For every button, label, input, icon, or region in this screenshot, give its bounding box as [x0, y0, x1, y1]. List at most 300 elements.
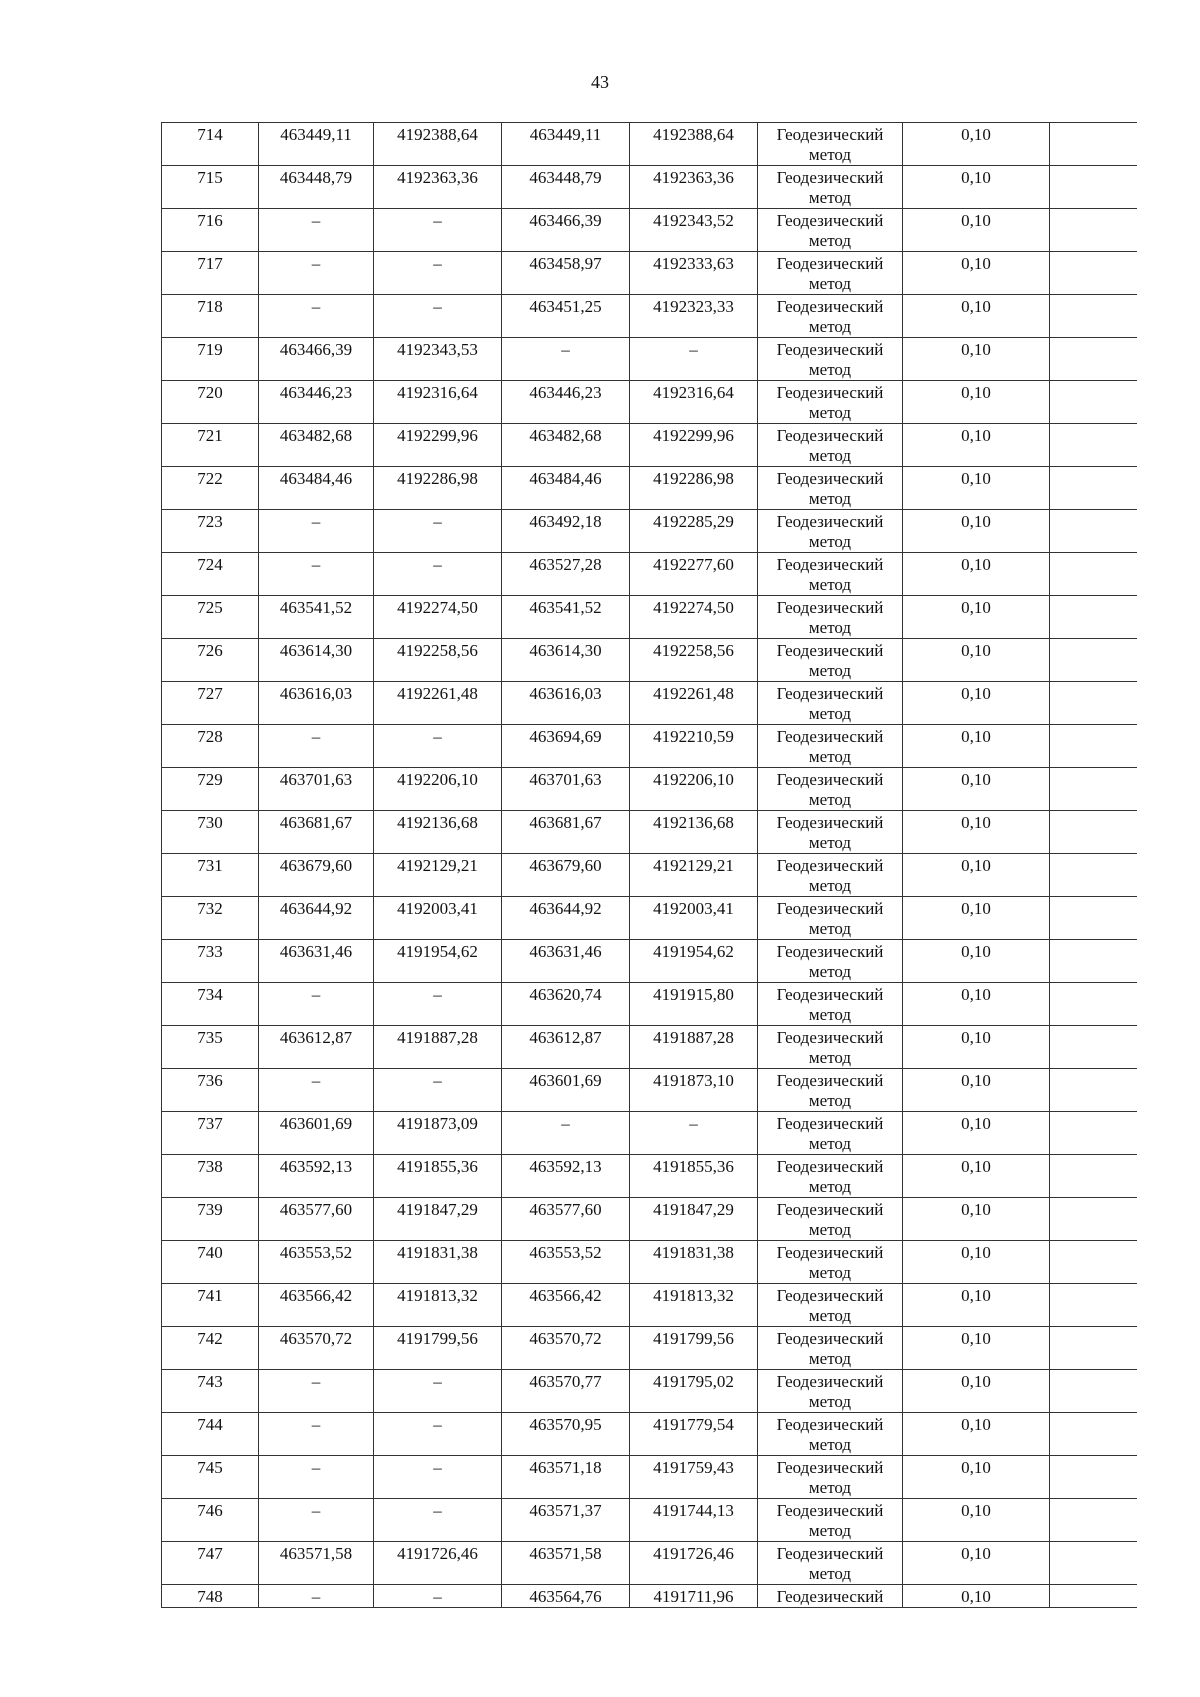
method-cell — [758, 897, 903, 940]
table-row — [162, 1026, 1137, 1069]
method-cell-text: Геодезический метод — [776, 512, 884, 551]
accuracy-cell-text: 0,10 — [961, 168, 991, 187]
existing-y-cell — [374, 1198, 502, 1241]
existing-x-cell-text: 463614,30 — [279, 641, 353, 660]
new-x-cell-text: 463564,76 — [529, 1587, 602, 1606]
existing-y-cell-text: 4192316,64 — [397, 383, 478, 402]
point-number-cell — [162, 1327, 259, 1370]
existing-x-cell-text: 463482,68 — [279, 426, 353, 445]
existing-y-cell — [374, 1542, 502, 1585]
method-cell — [758, 381, 903, 424]
accuracy-cell-text: 0,10 — [961, 856, 991, 875]
extra-cell — [1050, 1026, 1137, 1069]
extra-cell — [1050, 252, 1137, 295]
existing-x-cell — [259, 1155, 374, 1198]
accuracy-cell-text: 0,10 — [961, 469, 991, 488]
existing-x-cell — [259, 596, 374, 639]
existing-x-cell — [259, 811, 374, 854]
existing-x-cell — [259, 338, 374, 381]
method-cell-text: Геодезический метод — [776, 1071, 884, 1110]
extra-cell — [1050, 338, 1137, 381]
new-y-cell — [630, 768, 758, 811]
existing-y-cell-text: 4192343,53 — [397, 340, 478, 359]
new-x-cell — [502, 682, 630, 725]
new-x-cell-text: 463701,63 — [529, 770, 602, 789]
point-number-cell — [162, 338, 259, 381]
point-number-cell — [162, 682, 259, 725]
table-row — [162, 940, 1137, 983]
extra-cell — [1050, 1112, 1137, 1155]
existing-x-cell-text: – — [311, 1501, 321, 1520]
accuracy-cell-text: 0,10 — [961, 512, 991, 531]
method-cell — [758, 940, 903, 983]
existing-x-cell — [259, 424, 374, 467]
new-x-cell — [502, 639, 630, 682]
accuracy-cell — [903, 596, 1050, 639]
new-x-cell-text: 463614,30 — [529, 641, 602, 660]
point-number-cell-text: 717 — [197, 254, 223, 273]
existing-x-cell-text: – — [311, 512, 321, 531]
existing-x-cell-text: 463571,58 — [279, 1544, 353, 1563]
extra-cell-text — [1050, 1585, 1137, 1587]
accuracy-cell — [903, 1327, 1050, 1370]
accuracy-cell — [903, 983, 1050, 1026]
existing-y-cell — [374, 725, 502, 768]
existing-y-cell-text: 4192388,64 — [397, 125, 478, 144]
extra-cell — [1050, 682, 1137, 725]
table-row — [162, 381, 1137, 424]
method-cell — [758, 1241, 903, 1284]
new-y-cell-text: 4192323,33 — [653, 297, 734, 316]
accuracy-cell-text: 0,10 — [961, 1286, 991, 1305]
existing-x-cell-text: – — [311, 1071, 321, 1090]
accuracy-cell-text: 0,10 — [961, 426, 991, 445]
existing-y-cell-text: 4192136,68 — [397, 813, 478, 832]
new-y-cell-text: 4191915,80 — [653, 985, 734, 1004]
new-y-cell — [630, 1155, 758, 1198]
extra-cell — [1050, 166, 1137, 209]
accuracy-cell — [903, 381, 1050, 424]
new-x-cell — [502, 1198, 630, 1241]
point-number-cell-text: 748 — [197, 1587, 223, 1606]
existing-y-cell — [374, 1241, 502, 1284]
new-y-cell-text: 4191855,36 — [653, 1157, 734, 1176]
table-row — [162, 553, 1137, 596]
table-row — [162, 1370, 1137, 1413]
extra-cell-text — [1050, 983, 1137, 985]
point-number-cell-text: 735 — [197, 1028, 223, 1047]
existing-y-cell — [374, 252, 502, 295]
existing-x-cell — [259, 983, 374, 1026]
new-y-cell-text: 4191711,96 — [653, 1587, 734, 1606]
method-cell-text: Геодезический метод — [776, 383, 884, 422]
point-number-cell — [162, 1198, 259, 1241]
new-y-cell — [630, 639, 758, 682]
existing-y-cell — [374, 209, 502, 252]
existing-x-cell-text: 463679,60 — [279, 856, 353, 875]
extra-cell — [1050, 1413, 1137, 1456]
new-y-cell — [630, 897, 758, 940]
new-y-cell — [630, 510, 758, 553]
new-x-cell-text: 463466,39 — [529, 211, 602, 230]
accuracy-cell-text: 0,10 — [961, 1200, 991, 1219]
existing-y-cell-text: 4192274,50 — [397, 598, 478, 617]
new-x-cell-text: 463681,67 — [529, 813, 602, 832]
table-row — [162, 1069, 1137, 1112]
extra-cell-text — [1050, 338, 1137, 340]
table-row — [162, 1284, 1137, 1327]
existing-y-cell-text: 4191855,36 — [397, 1157, 478, 1176]
page-number: 43 — [591, 72, 609, 92]
existing-x-cell — [259, 252, 374, 295]
method-cell — [758, 725, 903, 768]
point-number-cell-text: 730 — [197, 813, 223, 832]
existing-x-cell-text: – — [311, 297, 321, 316]
existing-y-cell — [374, 295, 502, 338]
new-y-cell-text: 4192003,41 — [653, 899, 734, 918]
existing-y-cell — [374, 1026, 502, 1069]
accuracy-cell — [903, 338, 1050, 381]
new-x-cell — [502, 166, 630, 209]
new-x-cell — [502, 983, 630, 1026]
existing-x-cell-text: 463631,46 — [279, 942, 353, 961]
new-x-cell-text: – — [561, 1114, 570, 1133]
existing-y-cell-text: – — [433, 512, 442, 531]
point-number-cell — [162, 1241, 259, 1284]
table-row — [162, 1241, 1137, 1284]
existing-y-cell-text: – — [433, 555, 442, 574]
accuracy-cell-text: 0,10 — [961, 684, 991, 703]
method-cell-text: Геодезический метод — [776, 1372, 884, 1411]
new-x-cell-text: 463527,28 — [529, 555, 602, 574]
point-number-cell — [162, 897, 259, 940]
existing-y-cell-text: 4191873,09 — [397, 1114, 478, 1133]
new-x-cell — [502, 1026, 630, 1069]
extra-cell-text — [1050, 1499, 1137, 1501]
existing-x-cell — [259, 940, 374, 983]
new-y-cell-text: 4192129,21 — [653, 856, 734, 875]
point-number-cell — [162, 811, 259, 854]
extra-cell-text — [1050, 467, 1137, 469]
method-cell — [758, 1112, 903, 1155]
existing-x-cell — [259, 768, 374, 811]
point-number-cell-text: 732 — [197, 899, 223, 918]
existing-x-cell-text: – — [311, 254, 321, 273]
accuracy-cell — [903, 1542, 1050, 1585]
extra-cell-text — [1050, 1327, 1137, 1329]
point-number-cell — [162, 1112, 259, 1155]
point-number-cell — [162, 725, 259, 768]
new-x-cell-text: 463679,60 — [529, 856, 602, 875]
table-row — [162, 338, 1137, 381]
table-row — [162, 252, 1137, 295]
table-row — [162, 1413, 1137, 1456]
existing-x-cell-text: 463570,72 — [279, 1329, 353, 1348]
new-y-cell — [630, 940, 758, 983]
point-number-cell-text: 726 — [197, 641, 223, 660]
existing-y-cell — [374, 1456, 502, 1499]
extra-cell — [1050, 983, 1137, 1026]
method-cell-text: Геодезический метод — [776, 899, 884, 938]
extra-cell-text — [1050, 1069, 1137, 1071]
new-y-cell-text: 4192363,36 — [653, 168, 734, 187]
extra-cell-text — [1050, 854, 1137, 856]
new-x-cell-text: 463601,69 — [529, 1071, 602, 1090]
existing-y-cell-text: 4192299,96 — [397, 426, 478, 445]
existing-y-cell-text: – — [433, 211, 442, 230]
extra-cell — [1050, 1241, 1137, 1284]
existing-x-cell-text: 463601,69 — [279, 1114, 353, 1133]
existing-y-cell-text: 4192003,41 — [397, 899, 478, 918]
point-number-cell-text: 725 — [197, 598, 223, 617]
existing-y-cell-text: 4192129,21 — [397, 856, 478, 875]
extra-cell-text — [1050, 295, 1137, 297]
extra-cell-text — [1050, 166, 1137, 168]
existing-x-cell-text: – — [311, 211, 321, 230]
new-x-cell-text: 463492,18 — [529, 512, 602, 531]
existing-x-cell-text: 463553,52 — [279, 1243, 353, 1262]
point-number-cell — [162, 768, 259, 811]
method-cell-text: Геодезический метод — [776, 297, 884, 336]
existing-y-cell-text: 4192363,36 — [397, 168, 478, 187]
table-row — [162, 1456, 1137, 1499]
point-number-cell — [162, 1370, 259, 1413]
accuracy-cell-text: 0,10 — [961, 340, 991, 359]
method-cell-text: Геодезический метод — [776, 1200, 884, 1239]
accuracy-cell-text: 0,10 — [961, 1544, 991, 1563]
method-cell — [758, 1026, 903, 1069]
extra-cell-text — [1050, 123, 1137, 125]
existing-y-cell — [374, 553, 502, 596]
accuracy-cell — [903, 424, 1050, 467]
existing-y-cell — [374, 811, 502, 854]
point-number-cell-text: 746 — [197, 1501, 223, 1520]
new-y-cell — [630, 467, 758, 510]
method-cell-text: Геодезический метод — [776, 211, 884, 250]
new-y-cell-text: 4191873,10 — [653, 1071, 734, 1090]
accuracy-cell — [903, 854, 1050, 897]
new-x-cell — [502, 1413, 630, 1456]
accuracy-cell — [903, 1198, 1050, 1241]
new-y-cell — [630, 1026, 758, 1069]
new-x-cell — [502, 338, 630, 381]
point-number-cell — [162, 1585, 259, 1608]
existing-y-cell-text: 4191831,38 — [397, 1243, 478, 1262]
extra-cell-text — [1050, 1198, 1137, 1200]
extra-cell — [1050, 811, 1137, 854]
new-x-cell — [502, 897, 630, 940]
new-y-cell-text: 4191887,28 — [653, 1028, 734, 1047]
method-cell-text: Геодезический метод — [776, 1114, 884, 1153]
extra-cell — [1050, 510, 1137, 553]
method-cell — [758, 811, 903, 854]
existing-y-cell-text: – — [433, 1587, 442, 1606]
accuracy-cell — [903, 1284, 1050, 1327]
new-x-cell-text: 463612,87 — [529, 1028, 602, 1047]
new-x-cell — [502, 510, 630, 553]
new-x-cell — [502, 1155, 630, 1198]
existing-y-cell — [374, 1413, 502, 1456]
new-y-cell-text: 4191813,32 — [653, 1286, 734, 1305]
existing-x-cell-text: 463566,42 — [279, 1286, 353, 1305]
extra-cell-text — [1050, 1112, 1137, 1114]
method-cell — [758, 252, 903, 295]
accuracy-cell-text: 0,10 — [961, 211, 991, 230]
extra-cell-text — [1050, 1155, 1137, 1157]
point-number-cell-text: 743 — [197, 1372, 223, 1391]
table-row — [162, 1155, 1137, 1198]
point-number-cell — [162, 424, 259, 467]
new-x-cell — [502, 854, 630, 897]
existing-x-cell-text: 463577,60 — [279, 1200, 353, 1219]
new-y-cell-text: 4192343,52 — [653, 211, 734, 230]
existing-x-cell — [259, 1542, 374, 1585]
table-row — [162, 1585, 1137, 1608]
accuracy-cell-text: 0,10 — [961, 942, 991, 961]
new-y-cell-text: 4192136,68 — [653, 813, 734, 832]
existing-x-cell — [259, 1026, 374, 1069]
point-number-cell — [162, 1284, 259, 1327]
new-y-cell — [630, 1198, 758, 1241]
extra-cell-text — [1050, 725, 1137, 727]
existing-y-cell — [374, 768, 502, 811]
new-y-cell — [630, 424, 758, 467]
new-y-cell-text: 4191759,43 — [653, 1458, 734, 1477]
accuracy-cell-text: 0,10 — [961, 899, 991, 918]
existing-x-cell-text: 463612,87 — [279, 1028, 353, 1047]
existing-x-cell-text: – — [311, 1372, 321, 1391]
table-row — [162, 725, 1137, 768]
new-y-cell-text: 4192316,64 — [653, 383, 734, 402]
accuracy-cell — [903, 811, 1050, 854]
method-cell-text: Геодезический метод — [776, 942, 884, 981]
existing-x-cell — [259, 1069, 374, 1112]
accuracy-cell — [903, 1413, 1050, 1456]
new-x-cell — [502, 811, 630, 854]
extra-cell — [1050, 854, 1137, 897]
existing-x-cell — [259, 1370, 374, 1413]
existing-x-cell — [259, 553, 374, 596]
existing-y-cell-text: – — [433, 1372, 442, 1391]
existing-x-cell-text: 463448,79 — [279, 168, 353, 187]
method-cell — [758, 553, 903, 596]
extra-cell — [1050, 897, 1137, 940]
extra-cell-text — [1050, 424, 1137, 426]
new-x-cell — [502, 1585, 630, 1608]
accuracy-cell — [903, 940, 1050, 983]
method-cell-text: Геодезический метод — [776, 125, 884, 164]
method-cell-text: Геодезический метод — [776, 1415, 884, 1454]
table-row — [162, 467, 1137, 510]
method-cell-text: Геодезический метод — [776, 985, 884, 1024]
accuracy-cell-text: 0,10 — [961, 254, 991, 273]
existing-x-cell — [259, 1112, 374, 1155]
new-y-cell-text: 4192258,56 — [653, 641, 734, 660]
existing-x-cell — [259, 639, 374, 682]
existing-y-cell — [374, 1327, 502, 1370]
existing-y-cell — [374, 983, 502, 1026]
method-cell-text: Геодезический метод — [776, 340, 884, 379]
method-cell — [758, 854, 903, 897]
method-cell-text: Геодезический метод — [776, 168, 884, 207]
point-number-cell-text: 739 — [197, 1200, 223, 1219]
accuracy-cell — [903, 1026, 1050, 1069]
new-x-cell-text: 463458,97 — [529, 254, 602, 273]
table-row — [162, 1327, 1137, 1370]
new-y-cell-text: 4192274,50 — [653, 598, 734, 617]
extra-cell — [1050, 381, 1137, 424]
method-cell-text: Геодезический метод — [776, 684, 884, 723]
new-x-cell — [502, 940, 630, 983]
extra-cell — [1050, 1542, 1137, 1585]
accuracy-cell — [903, 1241, 1050, 1284]
point-number-cell-text: 738 — [197, 1157, 223, 1176]
existing-y-cell — [374, 338, 502, 381]
table-row — [162, 811, 1137, 854]
existing-x-cell-text: 463701,63 — [279, 770, 353, 789]
existing-x-cell — [259, 166, 374, 209]
new-y-cell-text: – — [689, 1114, 698, 1133]
method-cell — [758, 1542, 903, 1585]
extra-cell-text — [1050, 510, 1137, 512]
new-x-cell — [502, 1069, 630, 1112]
existing-y-cell-text: – — [433, 297, 442, 316]
extra-cell-text — [1050, 768, 1137, 770]
new-y-cell — [630, 811, 758, 854]
new-y-cell — [630, 1413, 758, 1456]
table-row — [162, 639, 1137, 682]
method-cell — [758, 510, 903, 553]
method-cell — [758, 1456, 903, 1499]
method-cell — [758, 166, 903, 209]
extra-cell-text — [1050, 682, 1137, 684]
table-row — [162, 897, 1137, 940]
new-x-cell-text: 463571,37 — [529, 1501, 602, 1520]
existing-x-cell-text: – — [311, 1415, 321, 1434]
method-cell-text: Геодезический метод — [776, 1544, 884, 1583]
existing-x-cell-text: 463592,13 — [279, 1157, 353, 1176]
existing-x-cell-text: 463681,67 — [279, 813, 353, 832]
new-y-cell-text: 4192286,98 — [653, 469, 734, 488]
method-cell-text: Геодезический метод — [776, 770, 884, 809]
point-number-cell — [162, 467, 259, 510]
extra-cell — [1050, 1456, 1137, 1499]
method-cell-text: Геодезический метод — [776, 856, 884, 895]
new-y-cell — [630, 553, 758, 596]
new-y-cell-text: 4192210,59 — [653, 727, 734, 746]
method-cell — [758, 1413, 903, 1456]
table-row — [162, 1112, 1137, 1155]
point-number-cell — [162, 166, 259, 209]
table-row — [162, 1198, 1137, 1241]
existing-y-cell-text: 4192206,10 — [397, 770, 478, 789]
table-row — [162, 1542, 1137, 1585]
new-x-cell — [502, 467, 630, 510]
accuracy-cell-text: 0,10 — [961, 1329, 991, 1348]
accuracy-cell — [903, 1069, 1050, 1112]
existing-x-cell — [259, 1456, 374, 1499]
existing-y-cell-text: – — [433, 985, 442, 1004]
new-x-cell — [502, 553, 630, 596]
existing-y-cell-text: 4191847,29 — [397, 1200, 478, 1219]
point-number-cell-text: 724 — [197, 555, 223, 574]
accuracy-cell — [903, 639, 1050, 682]
coordinates-table — [161, 122, 1137, 1608]
new-x-cell-text: 463484,46 — [529, 469, 602, 488]
accuracy-cell — [903, 1112, 1050, 1155]
accuracy-cell-text: 0,10 — [961, 770, 991, 789]
new-x-cell-text: 463631,46 — [529, 942, 602, 961]
